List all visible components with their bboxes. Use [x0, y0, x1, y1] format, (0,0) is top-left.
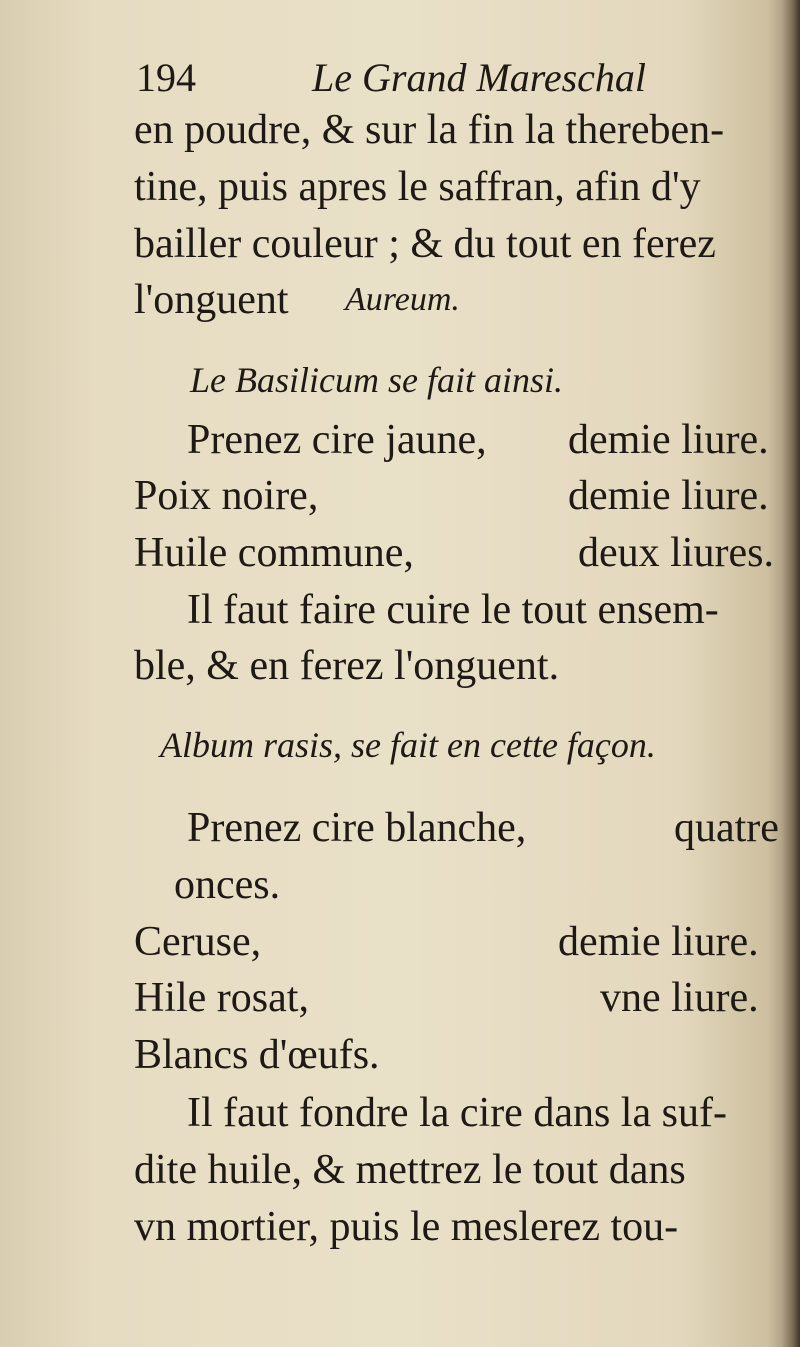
- recipe-row: [0, 523, 800, 583]
- recipe-row: [0, 410, 800, 470]
- recipe-ingredient: Prenez cire blanche,: [187, 805, 527, 851]
- recipe-ingredient: Poix noire,: [134, 473, 319, 519]
- recipe-quantity: quatre: [674, 805, 779, 851]
- recipe-ingredient: Ceruse,: [134, 919, 262, 965]
- recipe-ingredient: Hile rosat,: [134, 975, 309, 1021]
- recipe-quantity: demie liure.: [568, 417, 769, 463]
- running-title: Le Grand Mareschal: [312, 55, 647, 100]
- text-line: vn mortier, puis le meslerez tou-: [134, 1204, 679, 1250]
- text-line: Il faut faire cuire le tout ensem-: [187, 587, 719, 633]
- recipe-quantity: demie liure.: [568, 473, 769, 519]
- section-heading-album: Album rasis, se fait en cette façon.: [160, 725, 656, 765]
- recipe-row: onces.: [174, 862, 281, 908]
- recipe-quantity: vne liure.: [600, 975, 759, 1021]
- page-header: [0, 48, 800, 108]
- text-line: tine, puis apres le saffran, afin d'y: [134, 164, 701, 210]
- recipe-row: [0, 798, 800, 858]
- recipe-row: [0, 466, 800, 526]
- recipe-row: [0, 968, 800, 1028]
- recipe-quantity: demie liure.: [558, 919, 759, 965]
- recipe-ingredient: Huile commune,: [134, 530, 414, 576]
- text-line: dite huile, & mettrez le tout dans: [134, 1147, 686, 1193]
- recipe-ingredient: Prenez cire jaune,: [187, 417, 487, 463]
- section-heading-basilicum: Le Basilicum se fait ainsi.: [190, 360, 563, 400]
- text-line: Il faut fondre la cire dans la suf-: [187, 1090, 727, 1136]
- recipe-quantity: deux liures.: [578, 530, 774, 576]
- aureum-word: Aureum.: [345, 281, 460, 318]
- recipe-row: Blancs d'œufs.: [134, 1032, 380, 1078]
- recipe-row: [0, 912, 800, 972]
- text-line: ble, & en ferez l'onguent.: [134, 643, 560, 689]
- page-number: 194: [136, 55, 196, 100]
- text-line: en poudre, & sur la fin la thereben-: [134, 107, 725, 153]
- text-line: bailler couleur ; & du tout en ferez: [134, 221, 716, 267]
- text-line: l'onguent Aureum.: [0, 270, 800, 330]
